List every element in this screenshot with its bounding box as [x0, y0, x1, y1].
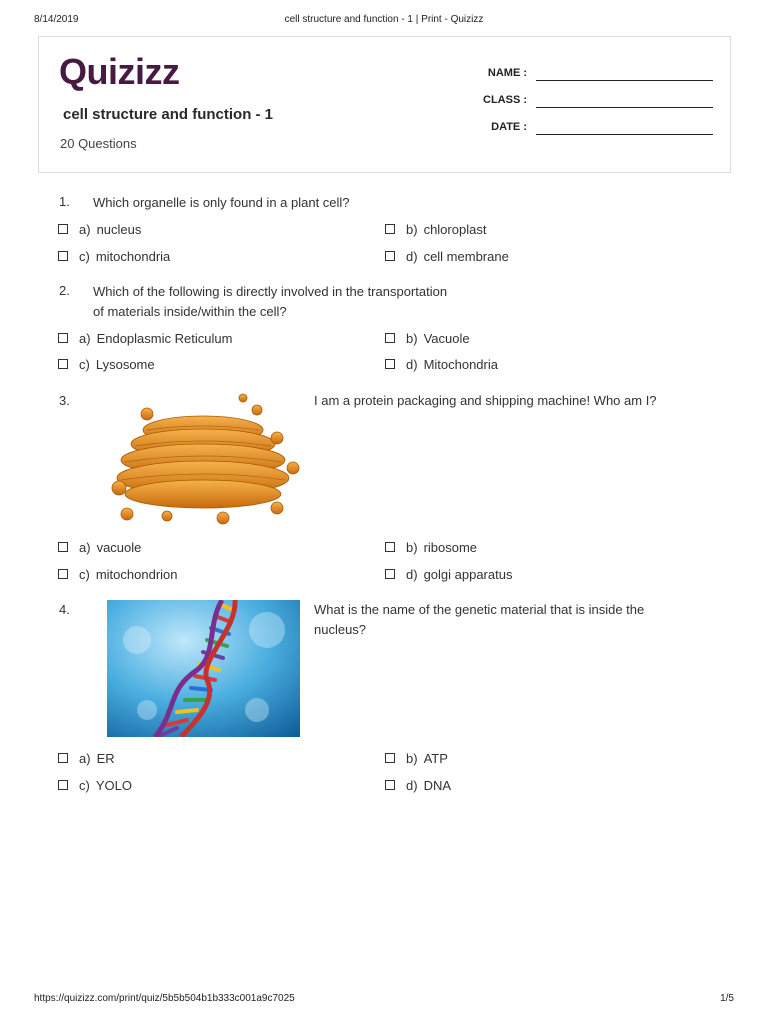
option-a[interactable] [58, 221, 141, 237]
question-number: 3. [59, 393, 70, 408]
question-number: 2. [59, 283, 70, 298]
option-d[interactable] [385, 566, 512, 582]
option-b[interactable] [385, 750, 448, 766]
checkbox[interactable] [385, 780, 395, 790]
svg-text:Quizizz: Quizizz [59, 51, 180, 92]
question-number: 4. [59, 602, 70, 617]
question-count: 20 Questions [60, 136, 137, 151]
option-text: ER [96, 750, 115, 766]
option-c[interactable] [58, 356, 155, 372]
golgi-illustration [107, 388, 300, 530]
option-letter: a) [79, 221, 91, 237]
question-text-line: Which organelle is only found in a plant cell? [93, 195, 350, 210]
option-letter: d) [406, 356, 418, 372]
option-text: Vacuole [423, 330, 470, 346]
option-text: chloroplast [423, 221, 487, 237]
name-field[interactable] [479, 67, 713, 83]
page-number: 1/5 [720, 993, 734, 1004]
option-letter: a) [79, 330, 91, 346]
question-text-line: I am a protein packaging and shipping machine! Who am I? [314, 393, 657, 408]
option-a[interactable] [58, 539, 141, 555]
option-c[interactable] [58, 566, 178, 582]
question-text-line: What is the name of the genetic material that is inside the [314, 602, 645, 617]
option-letter: d) [406, 777, 418, 793]
checkbox[interactable] [58, 251, 68, 261]
question-number: 1. [59, 194, 70, 209]
quiz-header [38, 36, 731, 173]
option-text: DNA [423, 777, 452, 793]
name-line[interactable] [536, 80, 713, 81]
date-line[interactable] [536, 134, 713, 135]
option-text: Lysosome [95, 356, 155, 372]
print-date: 8/14/2019 [34, 14, 79, 25]
checkbox[interactable] [385, 753, 395, 763]
checkbox[interactable] [385, 542, 395, 552]
option-text: YOLO [95, 777, 132, 793]
option-letter: b) [406, 539, 418, 555]
option-letter: a) [79, 750, 91, 766]
option-b[interactable] [385, 221, 486, 237]
print-header [34, 14, 734, 28]
checkbox[interactable] [58, 569, 68, 579]
dna-image [107, 600, 300, 737]
option-text: cell membrane [423, 248, 509, 264]
checkbox[interactable] [58, 359, 68, 369]
date-field[interactable] [479, 121, 713, 137]
question-text [314, 391, 657, 411]
option-d[interactable] [385, 248, 509, 264]
checkbox[interactable] [385, 333, 395, 343]
option-text: Mitochondria [423, 356, 498, 372]
print-page-title: cell structure and function - 1 | Print - Quizizz [284, 14, 484, 25]
question-text-line: Which of the following is directly involved in the transportation [93, 284, 448, 299]
option-text: mitochondria [95, 248, 171, 264]
option-letter: b) [406, 330, 418, 346]
dna-illustration [107, 600, 300, 737]
checkbox[interactable] [385, 359, 395, 369]
checkbox[interactable] [58, 333, 68, 343]
option-letter: a) [79, 539, 91, 555]
question-text [314, 600, 644, 640]
option-letter: d) [406, 566, 418, 582]
golgi-image [107, 388, 300, 530]
option-text: ATP [423, 750, 448, 766]
option-c[interactable] [58, 777, 132, 793]
option-letter: c) [79, 777, 90, 793]
option-b[interactable] [385, 539, 477, 555]
option-text: mitochondrion [95, 566, 178, 582]
option-a[interactable] [58, 750, 115, 766]
option-text: Endoplasmic Reticulum [96, 330, 233, 346]
option-a[interactable] [58, 330, 232, 346]
checkbox[interactable] [385, 569, 395, 579]
question-text [93, 193, 350, 213]
checkbox[interactable] [385, 224, 395, 234]
checkbox[interactable] [58, 780, 68, 790]
option-letter: b) [406, 750, 418, 766]
option-letter: c) [79, 248, 90, 264]
option-text: golgi apparatus [423, 566, 513, 582]
option-c[interactable] [58, 248, 170, 264]
option-d[interactable] [385, 777, 451, 793]
date-label: DATE : [491, 121, 527, 133]
print-footer [34, 993, 734, 1007]
class-field[interactable] [479, 94, 713, 110]
option-letter: d) [406, 248, 418, 264]
print-url[interactable]: https://quizizz.com/print/quiz/5b5b504b1b333c001a9c7025 [34, 993, 295, 1004]
checkbox[interactable] [58, 542, 68, 552]
name-label: NAME : [487, 67, 527, 79]
option-letter: c) [79, 566, 90, 582]
option-text: vacuole [96, 539, 142, 555]
option-letter: b) [406, 221, 418, 237]
option-d[interactable] [385, 356, 498, 372]
option-text: nucleus [96, 221, 142, 237]
option-letter: c) [79, 356, 90, 372]
option-text: ribosome [423, 539, 478, 555]
class-line[interactable] [536, 107, 713, 108]
quizizz-logo [59, 51, 199, 93]
question-text-line: of materials inside/within the cell? [93, 304, 287, 319]
checkbox[interactable] [58, 753, 68, 763]
quiz-title: cell structure and function - 1 [63, 106, 274, 123]
checkbox[interactable] [58, 224, 68, 234]
option-b[interactable] [385, 330, 470, 346]
question-text [93, 282, 447, 322]
checkbox[interactable] [385, 251, 395, 261]
class-label: CLASS : [483, 94, 527, 106]
question-text-line: nucleus? [314, 622, 367, 637]
